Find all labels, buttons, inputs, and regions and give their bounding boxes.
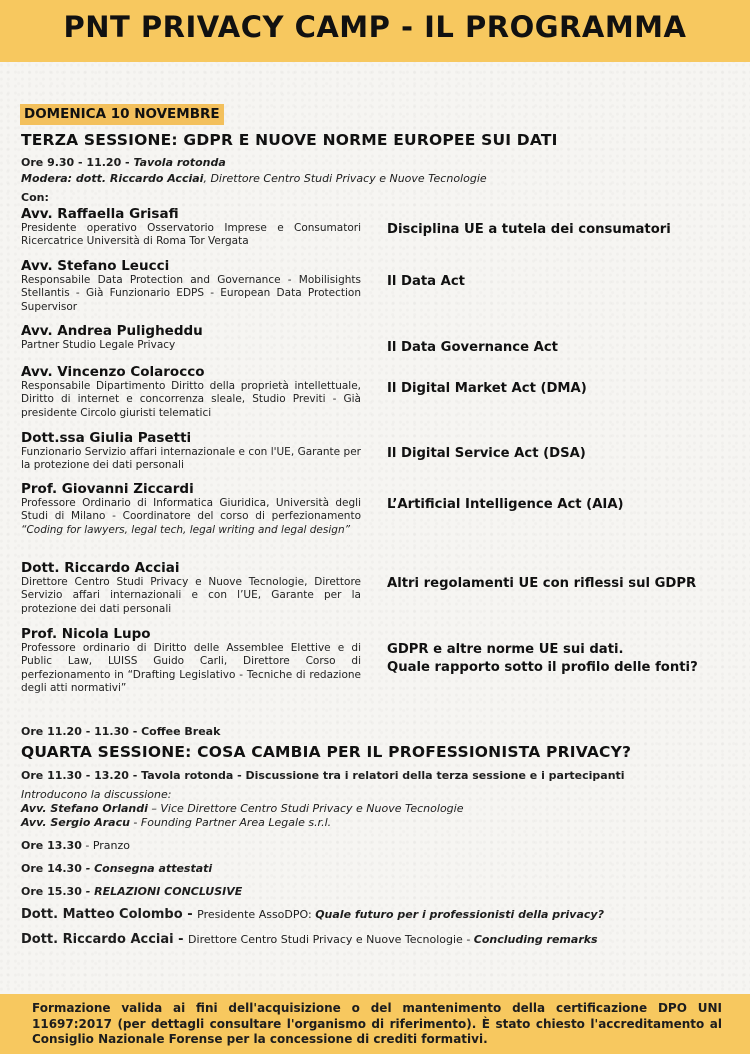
speaker-role: Responsabile Data Protection and Governance - Mobilisights Stellantis - Già Funzionario EDPS - European Data Protection Supervisor [21,274,361,313]
speaker-acciai [21,560,361,616]
intro-role: – Vice Direttore Centro Studi Privacy e Nuove Tecnologie [147,802,464,815]
session3-time: Ore 9.30 - 11.20 - [21,156,134,169]
agenda-conclusions [21,885,242,899]
agenda-item: - Consegna attestati [81,862,213,875]
coffee-break: Ore 11.20 - 11.30 - Coffee Break [21,725,221,738]
closing-role: Presidente AssoDPO: [197,908,316,921]
accreditation-note: Formazione valida ai fini dell'acquisizione o del mantenimento della certificazione DPO UNI 11697:2017 (per dettagli consultare l'organismo di riferimento). È stato chiesto l'accreditamento al Consiglio Nazionale Forense per la concessione di crediti formativi. [32,1001,722,1046]
session4-schedule: Ore 11.30 - 13.20 - Tavola rotonda - Discussione tra i relatori della terza sessione e i partecipanti [21,769,625,782]
closing-role: Direttore Centro Studi Privacy e Nuove Tecnologie - [188,933,474,946]
moderator-role: , Direttore Centro Studi Privacy e Nuove Tecnologie [203,172,487,185]
speaker-role: Responsabile Dipartimento Diritto della proprietà intellettuale, Diritto di internet e concorrenza sleale, Studio Previti - Già presidente Circolo giuristi telematici [21,380,361,419]
moderator-label: Modera: dott. Riccardo Acciai [21,172,204,185]
topic-data-act: Il Data Act [387,274,465,289]
agenda-time: Ore 13.30 [21,839,82,852]
speaker-role: Professore ordinario di Diritto delle Assemblee Elettive e di Public Law, LUISS Guido Carli, Direttore Corso di perfezionamento in “Drafting Legislativo - Tecniche di redazione degli atti normativi” [21,642,361,694]
speaker-role-text: Professore Ordinario di Informatica Giuridica, Università degli Studi di Milano - Coordinatore del corso di perfezionamento [21,497,361,523]
closing-talk: Concluding remarks [473,933,598,946]
topic-line-1: GDPR e altre norme UE sui dati. [387,642,624,657]
speakers-label: Con: [21,191,49,204]
speaker-leucci [21,258,361,314]
speaker-name: Prof. Nicola Lupo [21,626,151,642]
intro-label: Introducono la discussione: [21,788,172,801]
intro-role: - Founding Partner Area Legale s.r.l. [129,816,332,829]
topic-altri-regolamenti: Altri regolamenti UE con riflessi sul GDPR [387,576,697,591]
agenda-time: Ore 15.30 [21,885,82,898]
speaker-name: Avv. Vincenzo Colarocco [21,364,205,380]
page-title: PNT PRIVACY CAMP - IL PROGRAMMA [63,10,687,44]
speaker-colarocco [21,364,361,420]
speaker-grisafi [21,206,361,249]
session3-schedule [21,156,226,169]
speaker-pasetti [21,430,361,473]
speaker-role: Presidente operativo Osservatorio Imprese e Consumatori Ricercatrice Università di Roma Tor Vergata [21,222,361,248]
speaker-name: Dott.ssa Giulia Pasetti [21,430,192,446]
session3-moderator [21,172,487,185]
topic-data-governance-act: Il Data Governance Act [387,340,558,355]
closing-colombo [21,908,604,922]
session3-format: Tavola rotonda [133,156,226,169]
closing-talk: Quale futuro per i professionisti della privacy? [315,908,604,921]
topic-aia: L’Artificial Intelligence Act (AIA) [387,497,624,512]
topic-fonti [387,641,732,677]
day-badge: DOMENICA 10 NOVEMBRE [20,104,224,125]
speaker-name: Avv. Stefano Leucci [21,258,170,274]
speaker-role: Partner Studio Legale Privacy [21,339,176,351]
intro-name: Avv. Stefano Orlandi [21,802,148,815]
speaker-name: Avv. Raffaella Grisafi [21,206,179,222]
closing-name: Dott. Matteo Colombo - [21,907,198,922]
course-title: “Coding for lawyers, legal tech, legal writing and legal design” [21,523,351,536]
agenda-time: Ore 14.30 [21,862,82,875]
closing-acciai [21,933,598,947]
agenda-certificates [21,862,212,876]
speaker-puligheddu [21,323,361,352]
topic-line-2: Quale rapporto sotto il profilo delle fonti? [387,660,698,675]
topic-dma: Il Digital Market Act (DMA) [387,381,587,396]
speaker-role: Funzionario Servizio affari internazionale e con l'UE, Garante per la protezione dei dati personali [21,446,361,472]
session4-title: QUARTA SESSIONE: COSA CAMBIA PER IL PROFESSIONISTA PRIVACY? [21,743,632,761]
agenda-lunch [21,839,130,853]
speaker-role [21,497,361,537]
speaker-role: Direttore Centro Studi Privacy e Nuove Tecnologie, Direttore Servizio affari internazionali e con l’UE, Garante per la protezione dei dati personali [21,576,361,615]
speaker-name: Dott. Riccardo Acciai [21,560,180,576]
speaker-lupo [21,626,361,695]
agenda-item: - RELAZIONI CONCLUSIVE [81,885,243,898]
topic-consumatori: Disciplina UE a tutela dei consumatori [387,222,671,237]
topic-dsa: Il Digital Service Act (DSA) [387,446,586,461]
intro-name: Avv. Sergio Aracu [21,816,130,829]
speaker-name: Avv. Andrea Puligheddu [21,323,203,339]
session3-title: TERZA SESSIONE: GDPR E NUOVE NORME EUROPEE SUI DATI [21,131,558,149]
agenda-item: - Pranzo [81,839,131,852]
intro-aracu [21,816,331,830]
closing-name: Dott. Riccardo Acciai - [21,932,189,947]
speaker-name: Prof. Giovanni Ziccardi [21,481,194,497]
speaker-ziccardi [21,481,361,537]
intro-orlandi [21,802,463,816]
